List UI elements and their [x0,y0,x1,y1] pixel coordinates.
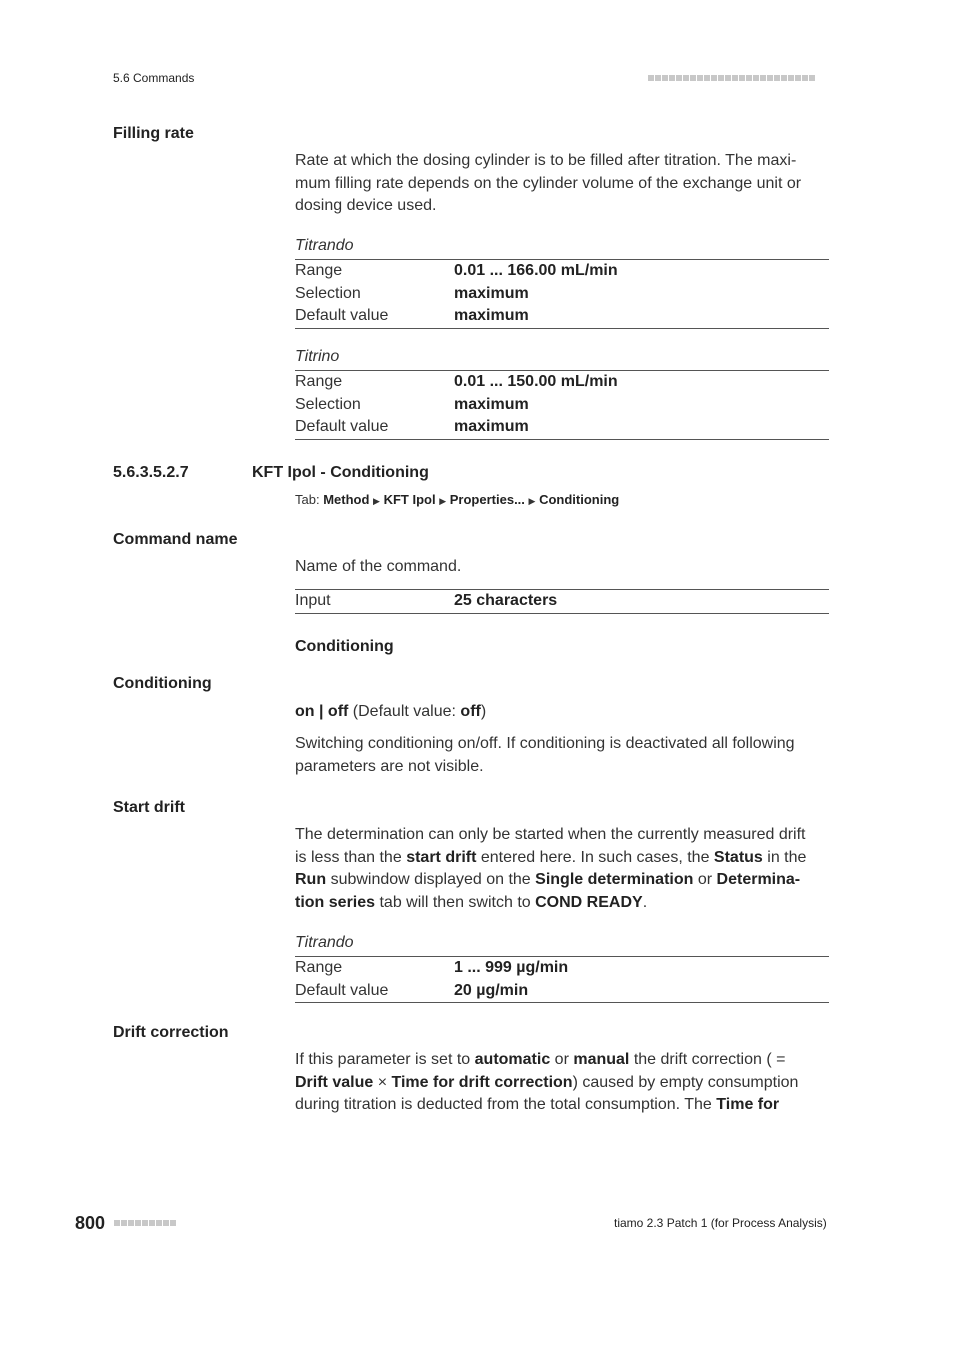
triangle-right-icon: ▶ [528,496,536,506]
filling-rate-label: Filling rate [113,125,194,142]
command-name-table [295,589,829,614]
conditioning-options: on | off (Default value: off) [295,703,487,720]
filling-rate-titrino-caption: Titrino [295,348,340,365]
footer-product-name: tiamo 2.3 Patch 1 (for Process Analysis) [614,1216,827,1230]
table-row: Range 1 ... 999 µg/min [295,959,569,977]
start-drift-description: The determination can only be started when the currently measured drift is less than the start drift entered here. In such cases, the Status in the Run subwindow displayed on the Single determination or Determina- tion series tab will then switch to COND READY. [295,826,807,911]
filling-rate-description: Rate at which the dosing cylinder is to be filled after titration. The maxi- mum filling rate depends on the cylinder volume of the exchange unit or dosing device used. [295,152,802,215]
table-row: Range 0.01 ... 150.00 mL/min [295,373,618,391]
table-row: Range 0.01 ... 166.00 mL/min [295,262,618,280]
filling-rate-titrando-table [295,259,829,329]
chapter-title: KFT Ipol - Conditioning [252,464,429,481]
breadcrumb-item: Properties... [449,492,525,507]
triangle-right-icon: ▶ [439,496,447,506]
filling-rate-titrino-table [295,370,829,440]
header-dots-decoration [648,75,815,81]
command-name-description: Name of the command. [295,558,462,575]
start-drift-label: Start drift [113,799,185,816]
conditioning-subheading: Conditioning [295,638,394,655]
command-name-label: Command name [113,531,238,548]
start-drift-titrando-table [295,956,829,1003]
drift-correction-label: Drift correction [113,1024,229,1041]
table-row: Input 25 characters [295,592,558,610]
breadcrumb-item: Method [323,492,370,507]
page-number: 800 [75,1213,106,1233]
start-drift-titrando-caption: Titrando [295,934,354,951]
triangle-right-icon: ▶ [373,496,380,506]
running-header-section: 5.6 Commands [113,71,195,85]
table-row: Default value maximum [295,418,529,436]
chapter-number: 5.6.3.5.2.7 [113,464,189,481]
table-row: Selection maximum [295,395,529,413]
footer-dots-decoration [114,1220,176,1226]
drift-correction-description: If this parameter is set to automatic or manual the drift correction ( = Drift value × Time for drift correction) caused by empty consumption during titration is deducted from the total consumption. The Time for [295,1051,799,1114]
table-row: Default value maximum [295,307,529,325]
filling-rate-titrando-caption: Titrando [295,237,354,254]
breadcrumb-item: Conditioning [539,492,620,507]
breadcrumb-item: KFT Ipol [383,492,436,507]
tab-path-breadcrumb: Tab: Method ▶ KFT Ipol ▶ Properties... ▶ Conditioning [295,492,620,507]
conditioning-description: Switching conditioning on/off. If conditioning is deactivated all following parameters are not visible. [295,735,795,775]
conditioning-label: Conditioning [113,675,212,692]
table-row: Selection maximum [295,284,529,302]
table-row: Default value 20 µg/min [295,981,529,999]
